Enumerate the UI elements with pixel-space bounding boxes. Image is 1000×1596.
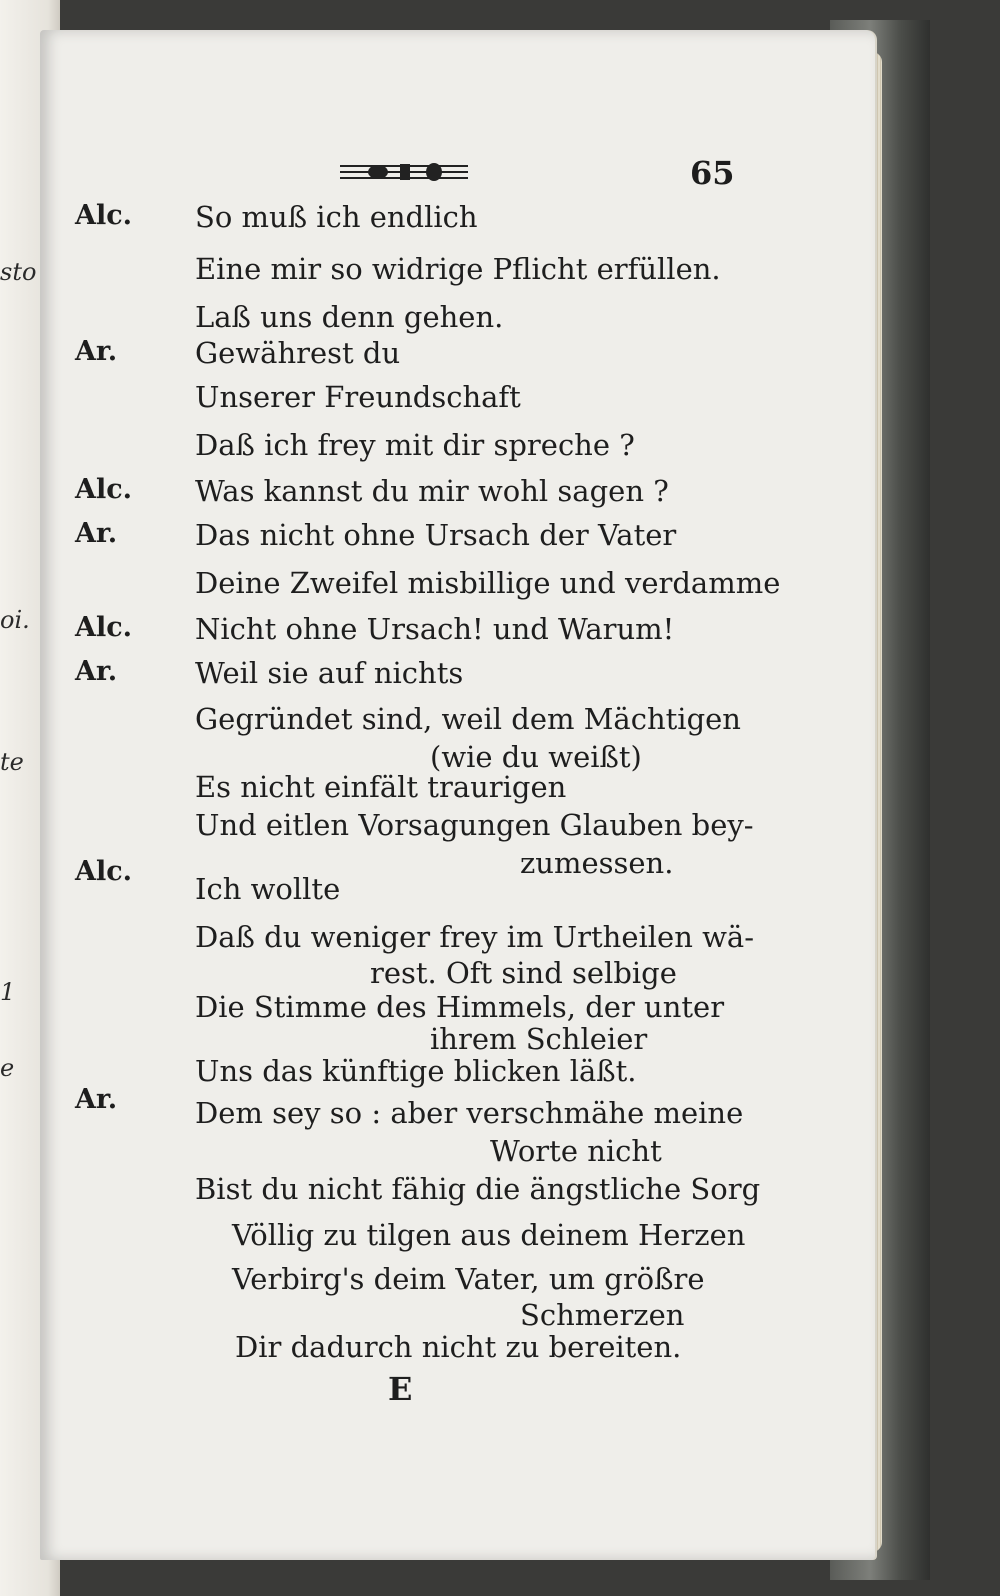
line-text: rest. Oft sind selbige xyxy=(370,956,677,990)
line-text: Schmerzen xyxy=(520,1298,685,1332)
line-text: zumessen. xyxy=(520,846,674,880)
line-text: Worte nicht xyxy=(490,1134,662,1168)
speaker-label: Ar. xyxy=(75,1084,118,1115)
line-text: Verbirg's deim Vater, um größre xyxy=(232,1262,705,1296)
speaker-label: Ar. xyxy=(75,336,118,367)
line-text: So muß ich endlich xyxy=(195,200,478,234)
speaker-label: Alc. xyxy=(75,474,133,505)
line-text: Dem sey so : aber verschmähe meine xyxy=(195,1096,744,1130)
line-text: Deine Zweifel misbillige und verdamme xyxy=(195,566,781,600)
line-text: Eine mir so widrige Pflicht erfüllen. xyxy=(195,252,721,286)
line-text: Völlig zu tilgen aus deinem Herzen xyxy=(232,1218,746,1252)
speaker-label: Alc. xyxy=(75,612,133,643)
left-page-fragment: sto xyxy=(0,258,37,286)
line-text: Was kannst du mir wohl sagen ? xyxy=(195,474,669,508)
line-text: Weil sie auf nichts xyxy=(195,656,464,690)
line-text: Es nicht einfält traurigen xyxy=(195,770,567,804)
left-page-fragment: e xyxy=(0,1054,15,1082)
line-text: Daß du weniger frey im Urtheilen wä- xyxy=(195,920,755,954)
line-text: Die Stimme des Himmels, der unter xyxy=(195,990,725,1024)
left-page-fragment: te xyxy=(0,748,24,776)
line-text: Daß ich frey mit dir spreche ? xyxy=(195,428,635,462)
speaker-label: Alc. xyxy=(75,200,133,231)
left-page-fragment: 1 xyxy=(0,978,16,1006)
line-text: Unserer Freundschaft xyxy=(195,380,521,414)
line-text: Das nicht ohne Ursach der Vater xyxy=(195,518,677,552)
line-text: ihrem Schleier xyxy=(430,1022,648,1056)
line-text: Laß uns denn gehen. xyxy=(195,300,504,334)
speaker-label: Alc. xyxy=(75,856,133,887)
line-text: Dir dadurch nicht zu bereiten. xyxy=(235,1330,682,1364)
left-page-fragment: oi. xyxy=(0,606,30,634)
line-text: Gegründet sind, weil dem Mächtigen xyxy=(195,702,741,736)
page-header xyxy=(0,148,1000,198)
ornament-rule-icon xyxy=(338,160,470,184)
line-text: Bist du nicht fähig die ängstliche Sorg xyxy=(195,1172,761,1206)
line-text: Uns das künftige blicken läßt. xyxy=(195,1054,637,1088)
speaker-label: Ar. xyxy=(75,518,118,549)
page-number: 65 xyxy=(690,154,735,192)
line-text: Nicht ohne Ursach! und Warum! xyxy=(195,612,675,646)
line-text: Gewährest du xyxy=(195,336,401,370)
signature-mark: E xyxy=(388,1370,413,1408)
line-text: (wie du weißt) xyxy=(430,740,642,774)
speaker-label: Ar. xyxy=(75,656,118,687)
line-text: Ich wollte xyxy=(195,872,341,906)
line-text: Und eitlen Vorsagungen Glauben bey- xyxy=(195,808,754,842)
